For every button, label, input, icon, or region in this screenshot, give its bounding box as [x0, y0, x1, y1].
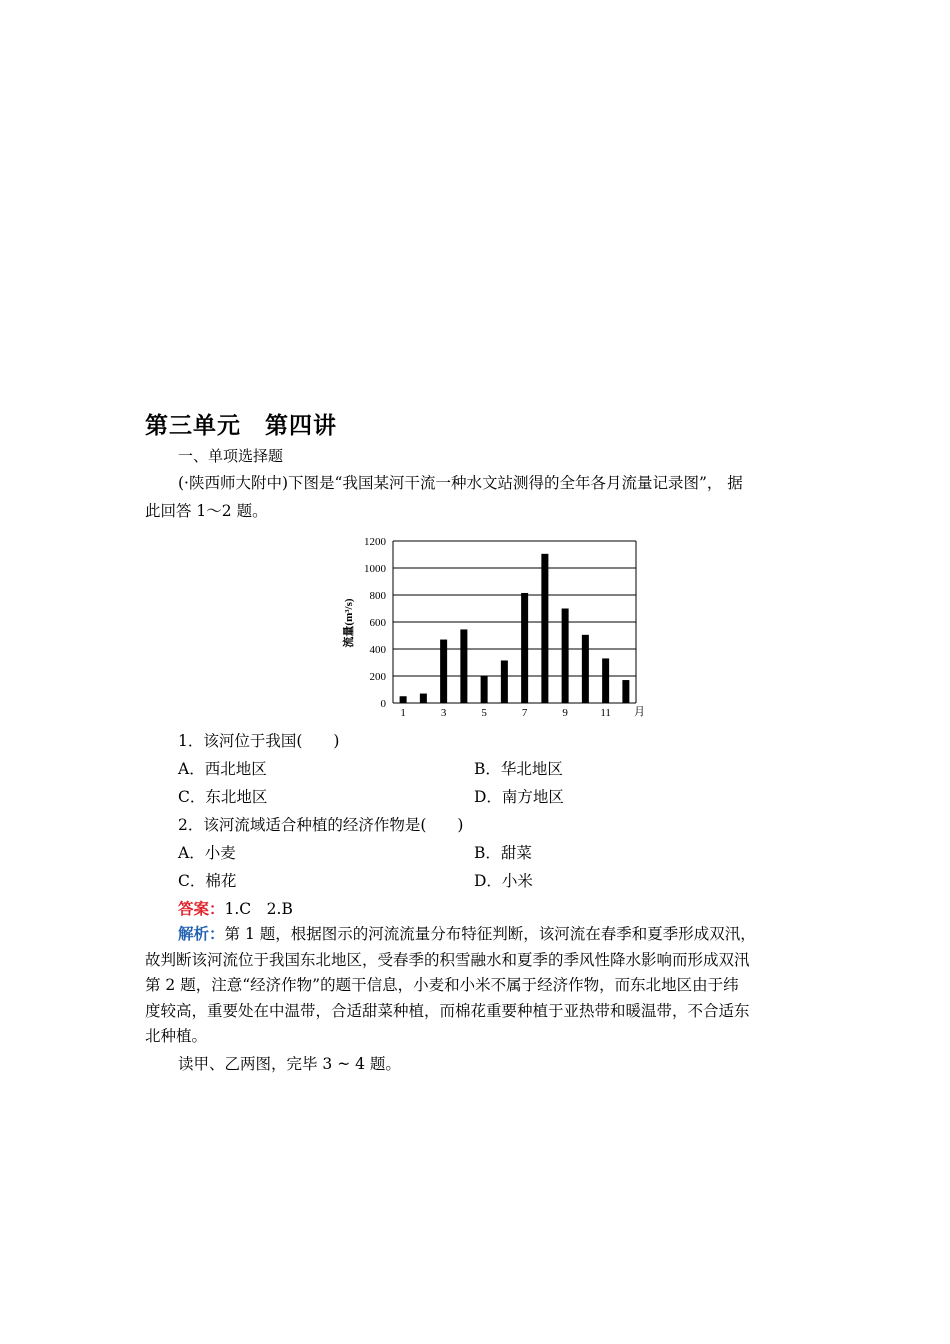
question-1-stem: 1．该河位于我国( ) — [178, 732, 340, 750]
question-2-stem: 2．该河流域适合种植的经济作物是( ) — [178, 816, 464, 834]
x-tick-label: 5 — [481, 707, 487, 719]
x-tick-label: 3 — [440, 707, 447, 719]
answer-label: 答案： — [178, 900, 225, 918]
y-tick-label: 1000 — [364, 563, 386, 575]
y-tick-label: 600 — [369, 617, 386, 629]
analysis-label: 解析： — [178, 925, 225, 943]
y-tick-label: 0 — [380, 698, 386, 710]
bar-9 — [562, 609, 569, 704]
q2-option-b: B．甜菜 — [474, 844, 532, 862]
q1-option-b: B．华北地区 — [474, 760, 563, 778]
intro-line-1: (·陕西师大附中)下图是“我国某河干流一种水文站测得的全年各月流量记录图”， 据 — [178, 474, 743, 492]
x-tick-label: 1 — [400, 707, 406, 719]
bar-7 — [521, 593, 528, 703]
bar-4 — [460, 629, 467, 703]
bar-11 — [602, 658, 609, 703]
q2-option-a: A．小麦 — [178, 844, 236, 862]
x-tick-label: 7 — [521, 707, 528, 719]
q2-option-c: C．棉花 — [178, 872, 237, 890]
bar-6 — [501, 660, 508, 703]
q1-option-a: A．西北地区 — [178, 760, 267, 778]
bar-5 — [481, 676, 488, 703]
y-tick-labels — [364, 536, 387, 710]
analysis-line-5: 北种植。 — [145, 1027, 208, 1045]
x-tick-label: 9 — [562, 707, 568, 719]
intro-line-2: 此回答 1～2 题。 — [145, 502, 268, 520]
y-tick-label: 400 — [369, 644, 386, 656]
x-tick-label: 11 — [600, 707, 611, 719]
bar-10 — [582, 635, 589, 703]
analysis-block — [145, 922, 807, 1050]
chart-grid — [393, 541, 636, 703]
bar-8 — [541, 554, 548, 703]
flow-bar-chart — [330, 528, 660, 723]
q2-option-d: D．小米 — [474, 872, 533, 890]
analysis-line-3: 第 2 题，注意“经济作物”的题干信息，小麦和小米不属于经济作物，而东北地区由于纬 — [145, 976, 739, 994]
y-axis-label: 流量(m³/s) — [343, 598, 355, 648]
x-axis-label: 月 — [634, 706, 645, 718]
bar-3 — [440, 640, 447, 703]
next-instruction: 读甲、乙两图，完毕 3 ~ 4 题。 — [178, 1055, 401, 1073]
q1-option-c: C．东北地区 — [178, 788, 268, 806]
bar-12 — [622, 680, 629, 703]
analysis-line-1: 解析：第 1 题，根据图示的河流流量分布特征判断，该河流在春季和夏季形成双汛， — [178, 925, 756, 943]
section-heading: 一、单项选择题 — [178, 447, 284, 465]
q1-option-d: D．南方地区 — [474, 788, 564, 806]
chart-bars — [400, 554, 630, 703]
x-tick-labels — [400, 707, 611, 719]
analysis-line-4: 度较高，重要处在中温带，合适甜菜种植，而棉花重要种植于亚热带和暖温带，不合适东 — [145, 1001, 750, 1020]
bar-2 — [420, 694, 427, 703]
y-tick-label: 800 — [369, 590, 386, 602]
answer-line — [178, 899, 293, 919]
answer-value: 1.C 2.B — [224, 900, 293, 918]
analysis-line-2: 故判断该河流位于我国东北地区，受春季的积雪融水和夏季的季风性降水影响而形成双汛 — [145, 950, 750, 969]
y-tick-label: 1200 — [364, 536, 386, 548]
bar-1 — [400, 696, 407, 703]
page-title: 第三单元 第四讲 — [145, 413, 337, 439]
y-tick-label: 200 — [369, 671, 386, 683]
